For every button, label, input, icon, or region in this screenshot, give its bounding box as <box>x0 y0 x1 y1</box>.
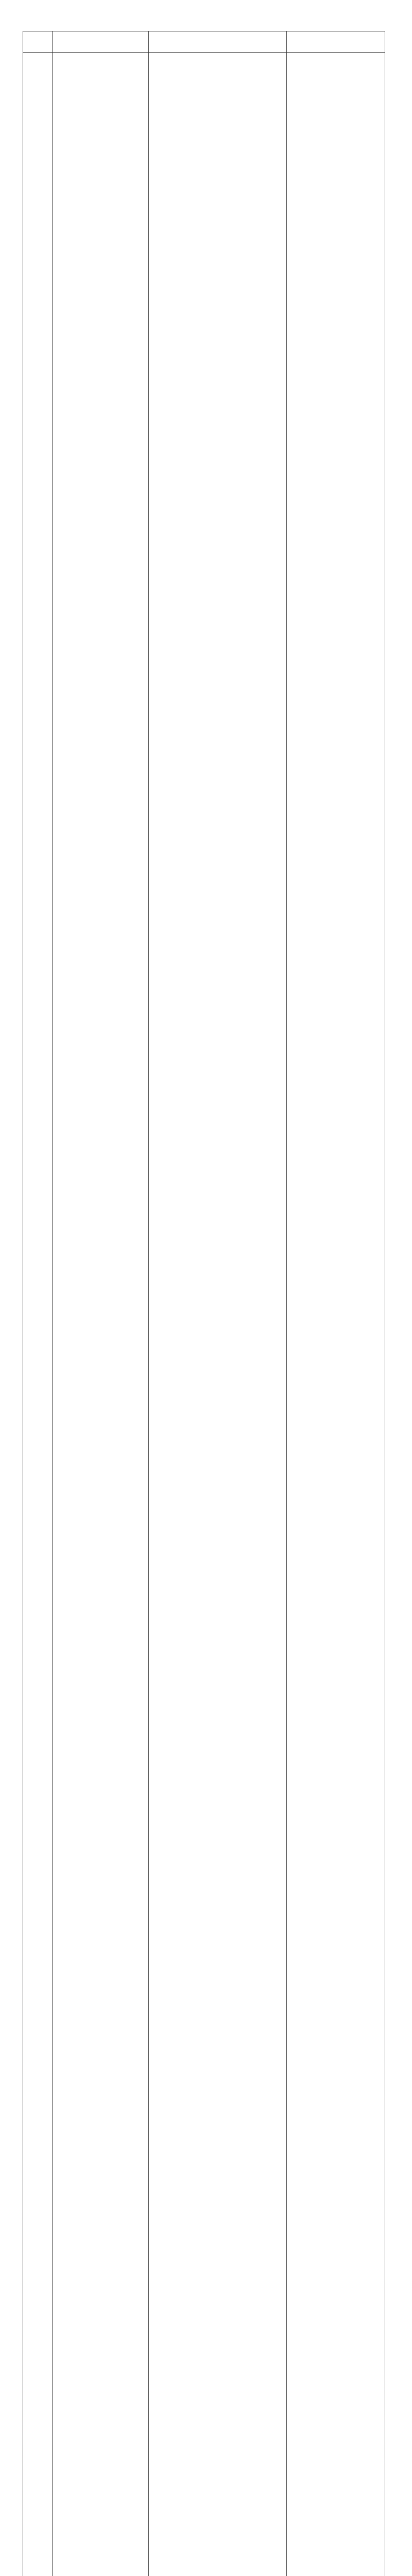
table-body <box>23 53 385 2576</box>
phone-number <box>287 53 386 2576</box>
table-header-row <box>23 31 385 53</box>
column-header-number <box>23 31 53 52</box>
office-address <box>149 53 287 2576</box>
column-header-phone <box>287 31 386 52</box>
row-number <box>23 53 53 2576</box>
table-row <box>23 53 385 2576</box>
office-name <box>53 53 149 2576</box>
office-directory-table <box>23 31 385 2576</box>
column-header-office-name <box>53 31 149 52</box>
column-header-office-address <box>149 31 287 52</box>
